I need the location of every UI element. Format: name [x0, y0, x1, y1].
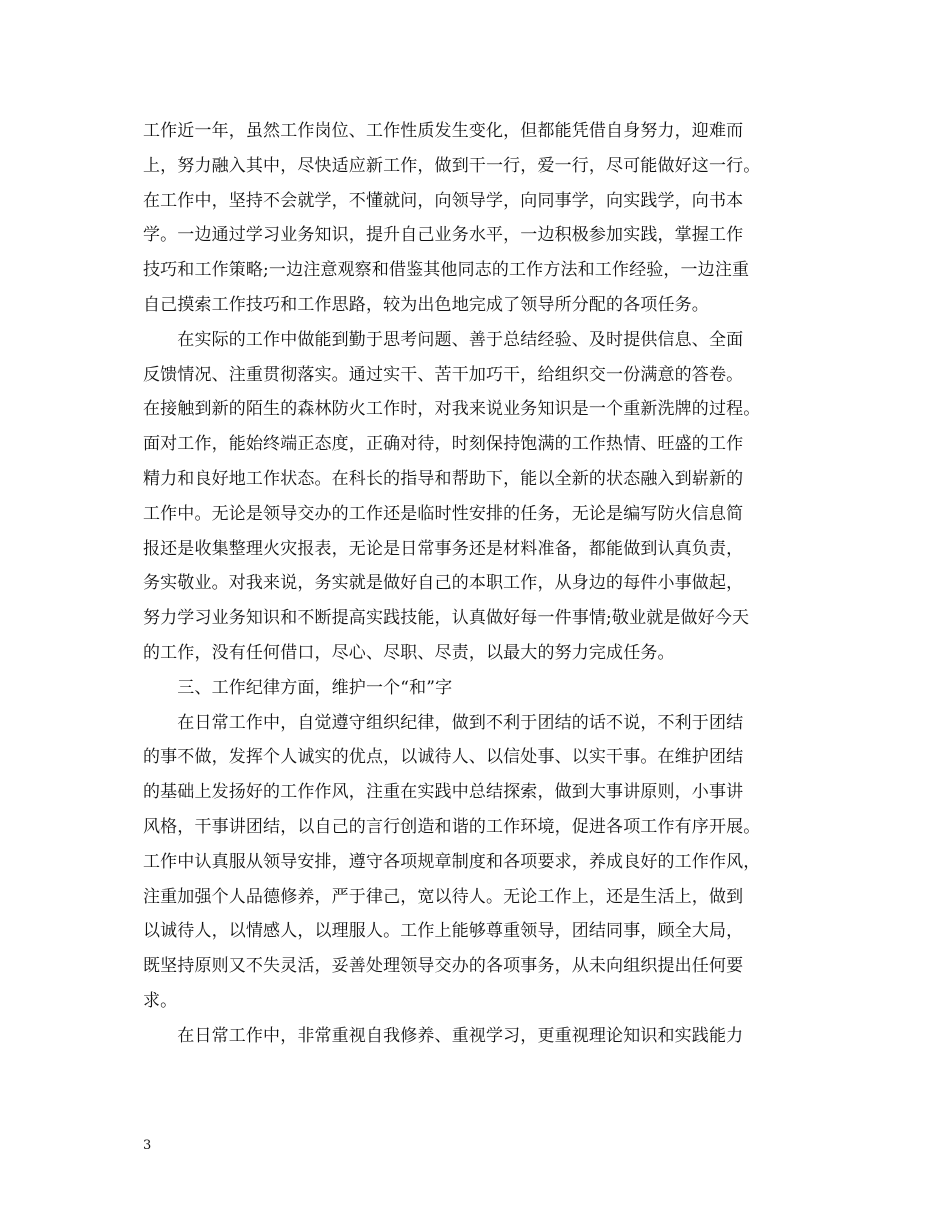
page-number: 3 — [143, 1138, 152, 1153]
text-line: 的事不做，发挥个人诚实的优点，以诚待人、以信处事、以实干事。在维护团结 — [143, 747, 744, 768]
text-line: 注重加强个人品德修养，严于律己，宽以待人。无论工作上，还是生活上，做到 — [143, 886, 744, 907]
body-text — [143, 114, 823, 1054]
text-line: 工作近一年，虽然工作岗位、工作性质发生变化，但都能凭借自身努力，迎难而 — [143, 121, 744, 141]
section-heading: 三、工作纪律方面，维护一个“和”字 — [143, 677, 453, 698]
text-line: 自己摸索工作技巧和工作思路，较为出色地完成了领导所分配的各项任务。 — [143, 294, 709, 315]
text-line: 风格，干事讲团结，以自己的言行创造和谐的工作环境，促进各项工作有序开展。 — [143, 816, 761, 837]
text-line: 技巧和工作策略;一边注意观察和借鉴其他同志的工作方法和工作经验，一边注重 — [143, 260, 750, 281]
text-line: 在实际的工作中做能到勤于思考问题、善于总结经验、及时提供信息、全面 — [143, 329, 744, 350]
text-line: 的工作，没有任何借口，尽心、尽职、尽责，以最大的努力完成任务。 — [143, 642, 675, 663]
text-line: 面对工作，能始终端正态度，正确对待，时刻保持饱满的工作热情、旺盛的工作 — [143, 434, 744, 455]
text-line: 在日常工作中，非常重视自我修养、重视学习，更重视理论知识和实践能力 — [143, 1025, 744, 1046]
text-line: 学。一边通过学习业务知识，提升自己业务水平，一边积极参加实践，掌握工作 — [143, 225, 744, 246]
text-line: 在接触到新的陌生的森林防火工作时，对我来说业务知识是一个重新洗牌的过程。 — [143, 399, 761, 420]
text-line: 的基础上发扬好的工作作风，注重在实践中总结探索，做到大事讲原则，小事讲 — [143, 782, 744, 803]
text-line: 报还是收集整理火灾报表，无论是日常事务还是材料准备，都能做到认真负责， — [143, 538, 744, 559]
text-line: 上，努力融入其中，尽快适应新工作，做到干一行，爱一行，尽可能做好这一行。 — [143, 155, 761, 176]
text-line: 务实敬业。对我来说，务实就是做好自己的本职工作，从身边的每件小事做起， — [143, 573, 744, 594]
text-line: 求。 — [143, 990, 178, 1011]
text-line: 努力学习业务知识和不断提高实践技能，认真做好每一件事情;敬业就是做好今天 — [143, 608, 750, 629]
text-line: 精力和良好地工作状态。在科长的指导和帮助下，能以全新的状态融入到崭新的 — [143, 468, 744, 489]
text-line: 在日常工作中，自觉遵守组织纪律，做到不利于团结的话不说，不利于团结 — [143, 712, 744, 733]
text-line: 在工作中，坚持不会就学，不懂就问，向领导学，向同事学，向实践学，向书本 — [143, 190, 744, 211]
text-line: 既坚持原则又不失灵活，妥善处理领导交办的各项事务，从未向组织提出任何要 — [143, 956, 744, 977]
text-line: 以诚待人，以情感人，以理服人。工作上能够尊重领导，团结同事，顾全大局， — [143, 921, 744, 942]
text-line: 工作中。无论是领导交办的工作还是临时性安排的任务，无论是编写防火信息简 — [143, 503, 744, 524]
text-line: 反馈情况、注重贯彻落实。通过实干、苦干加巧干，给组织交一份满意的答卷。 — [143, 364, 744, 385]
text-line: 工作中认真服从领导安排，遵守各项规章制度和各项要求，养成良好的工作作风， — [143, 851, 761, 872]
